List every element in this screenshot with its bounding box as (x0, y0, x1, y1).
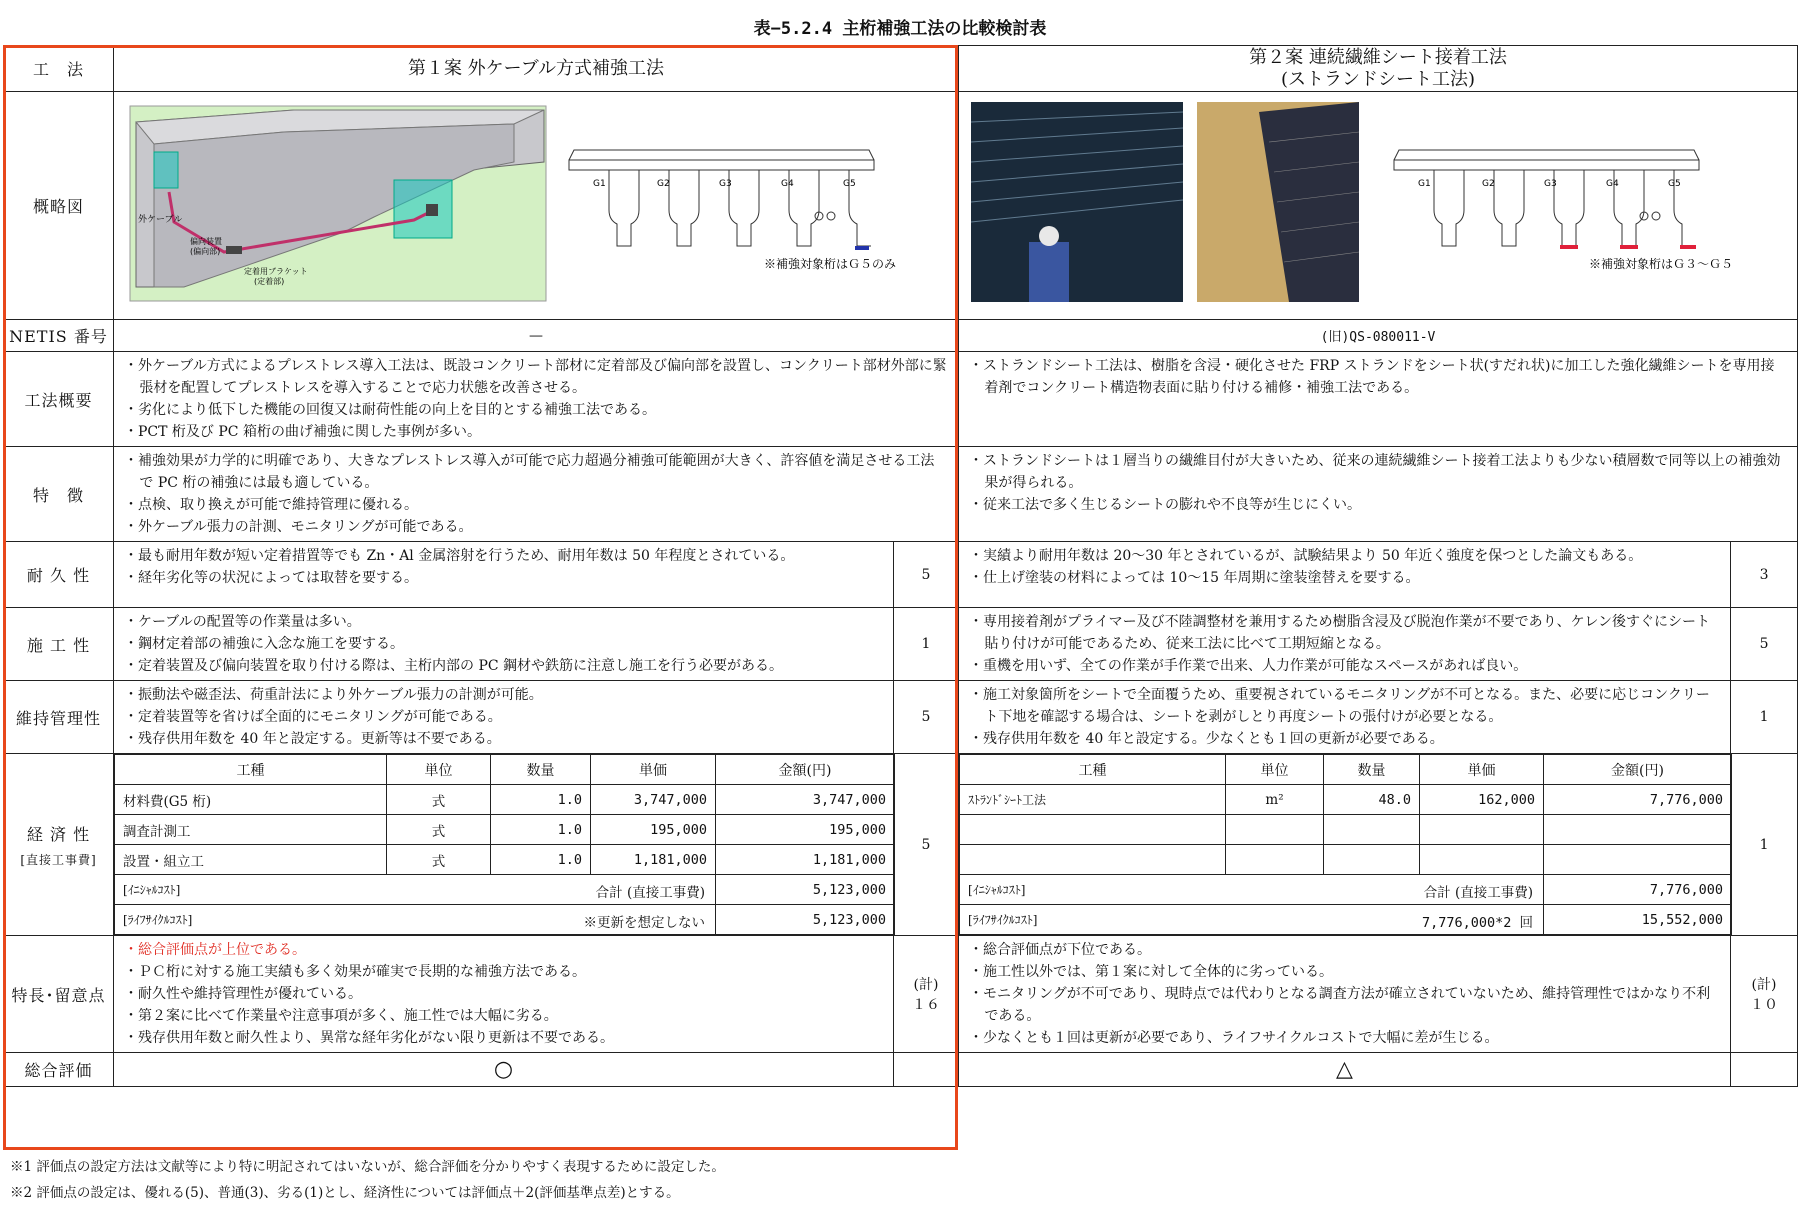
plan1-remarks: ・総合評価点が上位である。 ・ＰＣ桁に対する施工実績も多く効果が確実で長期的な補強方法である。 ・耐久性や維持管理性が優れている。 ・第２案に比べて作業量や注意事項が多く、施工性では大幅に劣る。 ・残存供用年数と耐久性より、異常な経年劣化がない限り更新は不要である。 (114, 936, 894, 1053)
plan1-economy-score: 5 (894, 754, 959, 936)
page-title: 表−5.2.4 主桁補強工法の比較検討表 (753, 19, 1047, 39)
plan1-diagram-svg (114, 92, 959, 315)
plan1-remark-highlight: ・総合評価点が上位である。 (124, 942, 306, 958)
plan2-overall-mark: △ (959, 1053, 1731, 1087)
economy-label: 経 済 性 [直接工事費] (4, 754, 114, 936)
plan2-durability: ・実績より耐用年数は 20～30 年とされているが、試験結果より 50 年近く強度を保つとした論文もある。 ・仕上げ塗装の材料によっては 10～15 年周期に塗装塗替えを要する。 (959, 542, 1731, 608)
plan1-total-row: [ｲﾆｼｬﾙｺｽﾄ] 合計 (直接工事費) 5,123,000 (115, 875, 895, 905)
plan2-remarks: ・総合評価点が下位である。 ・施工性以外では、第１案に対して全体的に劣っている。 ・モニタリングが不可であり、現時点では代わりとなる調査方法が確立されていないため、維持管理性ではかなり不利である。 ・少なくとも１回は更新が必要であり、ライフサイクルコストで大幅に差が生じる。 (959, 936, 1731, 1053)
plan1-maintenance-score: 5 (894, 681, 959, 754)
plan2-maintenance-score: 1 (1731, 681, 1798, 754)
table-row: 調査計測工 式 1.0 195,000 195,000 (115, 815, 895, 845)
anchor-box-right (394, 180, 452, 238)
plan2-workability: ・専用接着剤がプライマー及び不陸調整材を兼用するため樹脂含浸及び脱泡作業が不要であり、ケレン後すぐにシート貼り付けが可能であるため、従来工法に比べて工期短縮となる。 ・重機を用いず、全ての作業が手作業で出来、人力作業が可能なスペースがあれば良い。 (959, 608, 1731, 681)
plan2-total-score: (計) １０ (1731, 936, 1798, 1053)
plan2-lifecycle-row: [ﾗｲﾌｻｲｸﾙｺｽﾄ] 7,776,000*2 回 15,552,000 (960, 905, 1732, 935)
svg-text:(偏向部): (偏向部) (190, 247, 221, 256)
plan1-diagram (114, 92, 959, 320)
plan1-maintenance: ・振動法や磁歪法、荷重計法により外ケーブル張力の計測が可能。 ・定着装置等を省けば全面的にモニタリングが可能である。 ・残存供用年数を 40 年と設定する。更新等は不要である。 (114, 681, 894, 754)
callout-anchor-bracket: 定着用ブラケット (244, 267, 308, 276)
plan2-workability-score: 5 (1731, 608, 1798, 681)
plan1-lifecycle-row: [ﾗｲﾌｻｲｸﾙｺｽﾄ] ※更新を想定しない 5,123,000 (115, 905, 895, 935)
plan1-diagram-caption: ※補強対象桁はＧ５のみ (764, 257, 897, 271)
plan1-features: ・補強効果が力学的に明確であり、大きなプレストレス導入が可能で応力超過分補強可能範囲が大きく、許容値を満足させる工法で PC 桁の補強には最も適している。 ・点検、取り換えが可能で維持管理に優れる。 ・外ケーブル張力の計測、モニタリングが可能である。 (114, 447, 959, 542)
plan1-durability-score: 5 (894, 542, 959, 608)
plan1-workability: ・ケーブルの配置等の作業量は多い。 ・鋼材定着部の補強に入念な施工を要する。 ・定着装置及び偏向装置を取り付ける際は、主桁内部の PC 鋼材や鉄筋に注意し施工を行う必要がある。 (114, 608, 894, 681)
plan2-cost-table: 工種 単位 数量 単価 金額(円) ｽﾄﾗﾝﾄﾞｼｰﾄ工法 m² 48.0 162,000 7,776,000 [ｲﾆｼｬﾙｺｽﾄ] 合計 (直接工事費) 7,776,000 [ﾗｲﾌｻｲｸﾙｺｽﾄ] 7,776,000*2 回 15,552,000 (959, 754, 1732, 935)
table-row: ｽﾄﾗﾝﾄﾞｼｰﾄ工法 m² 48.0 162,000 7,776,000 (960, 785, 1732, 815)
netis-label: NETIS 番号 (4, 320, 114, 352)
callout-external-cable: 外ケーブル (138, 215, 183, 225)
svg-text:G1: G1 (1418, 179, 1431, 189)
overall-label: 総合評価 (4, 1053, 114, 1087)
plan1-total-score: (計) １６ (894, 936, 959, 1053)
anchor-box-left (154, 152, 178, 188)
plan1-workability-score: 1 (894, 608, 959, 681)
table-row (960, 845, 1732, 875)
plan1-economy (114, 754, 894, 936)
plan2-durability-score: 3 (1731, 542, 1798, 608)
plan1-durability: ・最も耐用年数が短い定着措置等でも Zn・Al 金属溶射を行うため、耐用年数は 50 年程度とされている。 ・経年劣化等の状況によっては取替を要する。 (114, 542, 894, 608)
table-row (960, 815, 1732, 845)
plan1-netis: — (114, 320, 959, 352)
svg-text:G2: G2 (657, 179, 670, 189)
plan2-maintenance: ・施工対象箇所をシートで全面覆うため、重要視されているモニタリングが不可となる。また、必要に応じコンクリート下地を確認する場合は、シートを剥がしとり再度シートの張付けが必要となる。 ・残存供用年数を 40 年と設定する。少なくとも１回の更新が必要である。 (959, 681, 1731, 754)
features-label: 特 徴 (4, 447, 114, 542)
plan2-diagram-caption: ※補強対象桁はＧ３～Ｇ５ (1589, 257, 1734, 271)
durability-label: 耐 久 性 (4, 542, 114, 608)
plan2-diagram-svg (959, 92, 1798, 315)
callout-deviator: 偏向装置 (190, 237, 222, 246)
comparison-table (3, 45, 1797, 1150)
plan2-title: 第２案 連続繊維シート接着工法 (ストランドシート工法) (959, 46, 1798, 92)
svg-text:G2: G2 (1482, 179, 1495, 189)
footnote-1: ※1 評価点の設定方法は文献等により特に明記されてはいないが、総合評価を分かりやすく表現するために設定した。 (10, 1159, 725, 1175)
svg-text:(定着部): (定着部) (254, 277, 285, 286)
svg-text:G5: G5 (1668, 179, 1681, 189)
diagram-label: 概略図 (4, 92, 114, 320)
workability-label: 施 工 性 (4, 608, 114, 681)
svg-text:G3: G3 (1544, 179, 1557, 189)
plan1-overview: ・外ケーブル方式によるプレストレス導入工法は、既設コンクリート部材に定着部及び偏向部を設置し、コンクリート部材外部に緊張材を配置してプレストレスを導入することで応力状態を改善させる。 ・劣化により低下した機能の回復又は耐荷性能の向上を目的とする補強工法である。 ・PCT 桁及び PC 箱桁の曲げ補強に関した事例が多い。 (114, 352, 959, 447)
svg-text:G5: G5 (843, 179, 856, 189)
method-label: 工 法 (4, 46, 114, 92)
svg-text:G4: G4 (781, 179, 794, 189)
remarks-label: 特長･留意点 (4, 936, 114, 1053)
plan1-cross-section (569, 150, 874, 250)
svg-text:G1: G1 (593, 179, 606, 189)
plan2-overview: ・ストランドシート工法は、樹脂を含浸・硬化させた FRP ストランドをシート状(すだれ状)に加工した強化繊維シートを専用接着剤でコンクリート構造物表面に貼り付ける補修・補強工法である。 (959, 352, 1798, 447)
footnote-2: ※2 評価点の設定は、優れる(5)、普通(3)、劣る(1)とし、経済性については評価点＋2(評価基準点差)とする。 (10, 1185, 680, 1201)
photo-sheet-installation (971, 102, 1183, 302)
plan2-netis: (旧)QS-080011-V (959, 320, 1798, 352)
table-row: 設置・組立工 式 1.0 1,181,000 1,181,000 (115, 845, 895, 875)
plan1-title: 第１案 外ケーブル方式補強工法 (114, 46, 959, 92)
plan2-diagram (959, 92, 1798, 320)
svg-text:G3: G3 (719, 179, 732, 189)
maintenance-label: 維持管理性 (4, 681, 114, 754)
plan2-economy (959, 754, 1731, 936)
footnotes (10, 1154, 725, 1206)
plan1-overall-mark: ○ (114, 1053, 894, 1087)
table-row: 材料費(G5 桁) 式 1.0 3,747,000 3,747,000 (115, 785, 895, 815)
plan1-cost-table: 工種 単位 数量 単価 金額(円) 材料費(G5 桁) 式 1.0 3,747,000 3,747,000 調査計測工 式 1.0 195,000 195,000 設置・組立工 式 1.0 1,181,000 1,181,000 [ｲﾆｼｬﾙｺｽﾄ] 合計 (直接工事費) 5,123,000 [ﾗｲﾌｻｲｸﾙｺｽﾄ] ※更新を想定しない 5,123,000 (114, 754, 895, 935)
svg-text:G4: G4 (1606, 179, 1619, 189)
plan2-features: ・ストランドシートは１層当りの繊維目付が大きいため、従来の連続繊維シート接着工法よりも少ない積層数で同等以上の補強効果が得られる。 ・従来工法で多く生じるシートの膨れや不良等が生じにくい。 (959, 447, 1798, 542)
overview-label: 工法概要 (4, 352, 114, 447)
plan2-economy-score: 1 (1731, 754, 1798, 936)
plan2-total-row: [ｲﾆｼｬﾙｺｽﾄ] 合計 (直接工事費) 7,776,000 (960, 875, 1732, 905)
plan2-cross-section (1394, 150, 1699, 249)
